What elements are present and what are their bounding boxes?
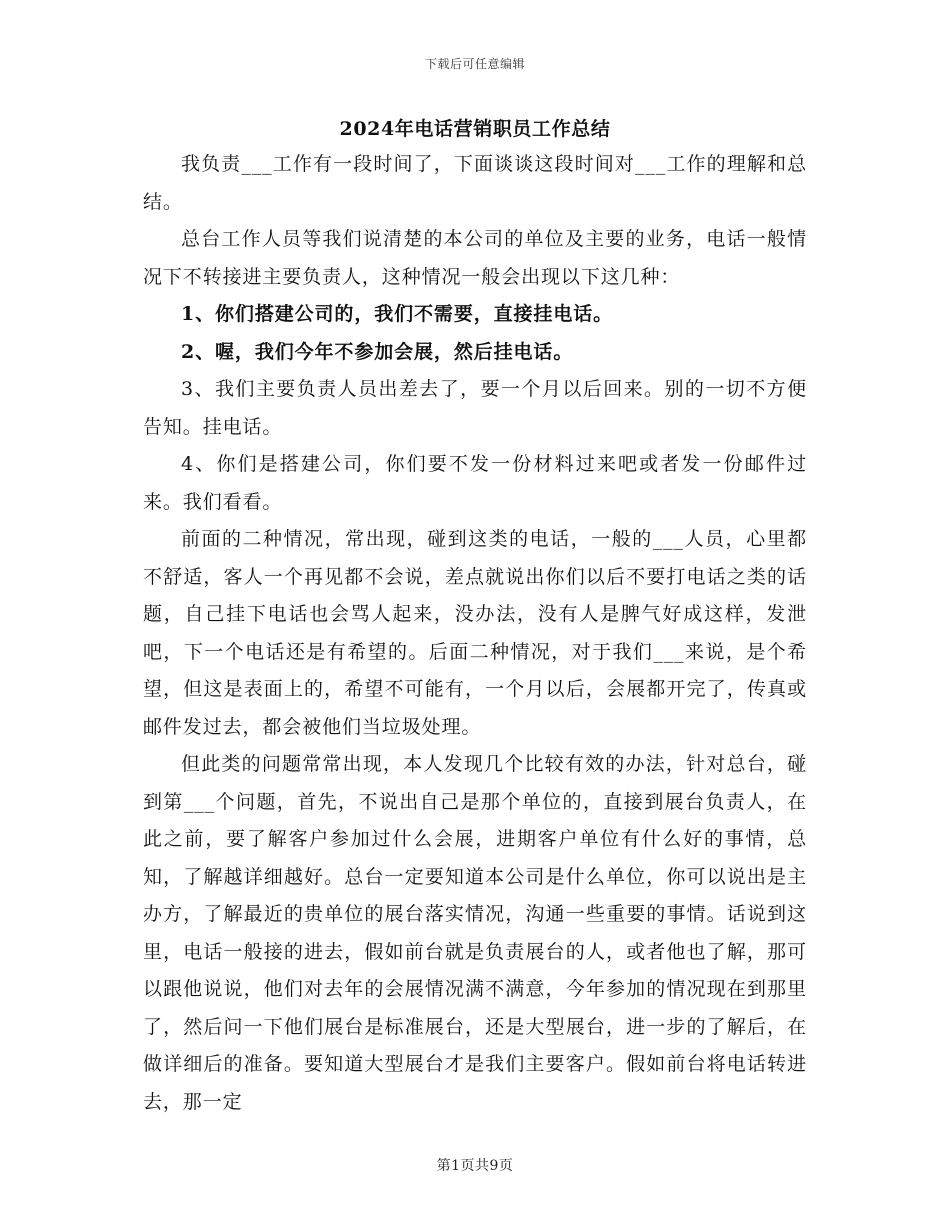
list-item-1: 1、你们搭建公司的，我们不需要，直接挂电话。	[181, 303, 614, 325]
page-header-note: 下载后可任意编辑	[424, 57, 525, 71]
list-item-2: 2、喔，我们今年不参加会展，然后挂电话。	[181, 340, 574, 363]
list-item-3: 3、我们主要负责人员出差去了，要一个月以后回来。别的一切不方便告知。挂电话。	[143, 378, 807, 438]
paragraph-analysis: 前面的二种情况，常出现，碰到这类的电话，一般的___人员，心里都不舒适，客人一个再见都不会说，差点就说出你们以后不要打电话之类的话题，自己挂下电话也会骂人起来，没办法，没有人是脾气好成这样，发泄吧，下一个电话还是有希望的。后面二种情况，对于我们___来说，是个希望，但这是表面上的，希望不可能有，一个月以后，会展都开完了，传真或邮件发过去，都会被他们当垃圾处理。	[143, 528, 807, 738]
paragraph-intro: 我负责___工作有一段时间了，下面谈谈这段时间对___工作的理解和总结。	[143, 153, 807, 213]
paragraph-methods: 但此类的问题常常出现，本人发现几个比较有效的办法，针对总台，碰到第___个问题，首先，不说出自己是那个单位的，直接到展台负责人，在此之前，要了解客户参加过什么会展，进期客户单位有什么好的事情，总知，了解越详细越好。总台一定要知道本公司是什么单位，你可以说出是主办方，了解最近的贵单位的展台落实情况，沟通一些重要的事情。话说到这里，电话一般接的进去，假如前台就是负责展台的人，或者他也了解，那可以跟他说说，他们对去年的会展情况满不满意，今年参加的情况现在到那里了，然后问一下他们展台是标准展台，还是大型展台，进一步的了解后，在做详细后的准备。要知道大型展台才是我们主要客户。假如前台将电话转进去，那一定	[143, 753, 807, 1113]
document-title: 2024年电话营销职员工作总结	[339, 118, 611, 140]
document-body	[143, 146, 807, 1121]
page-number: 第1页共9页	[436, 1158, 514, 1174]
list-item-4: 4、你们是搭建公司，你们要不发一份材料过来吧或者发一份邮件过来。我们看看。	[143, 453, 807, 513]
paragraph-situations: 总台工作人员等我们说清楚的本公司的单位及主要的业务，电话一般情况下不转接进主要负责人，这种情况一般会出现以下这几种：	[143, 228, 807, 288]
